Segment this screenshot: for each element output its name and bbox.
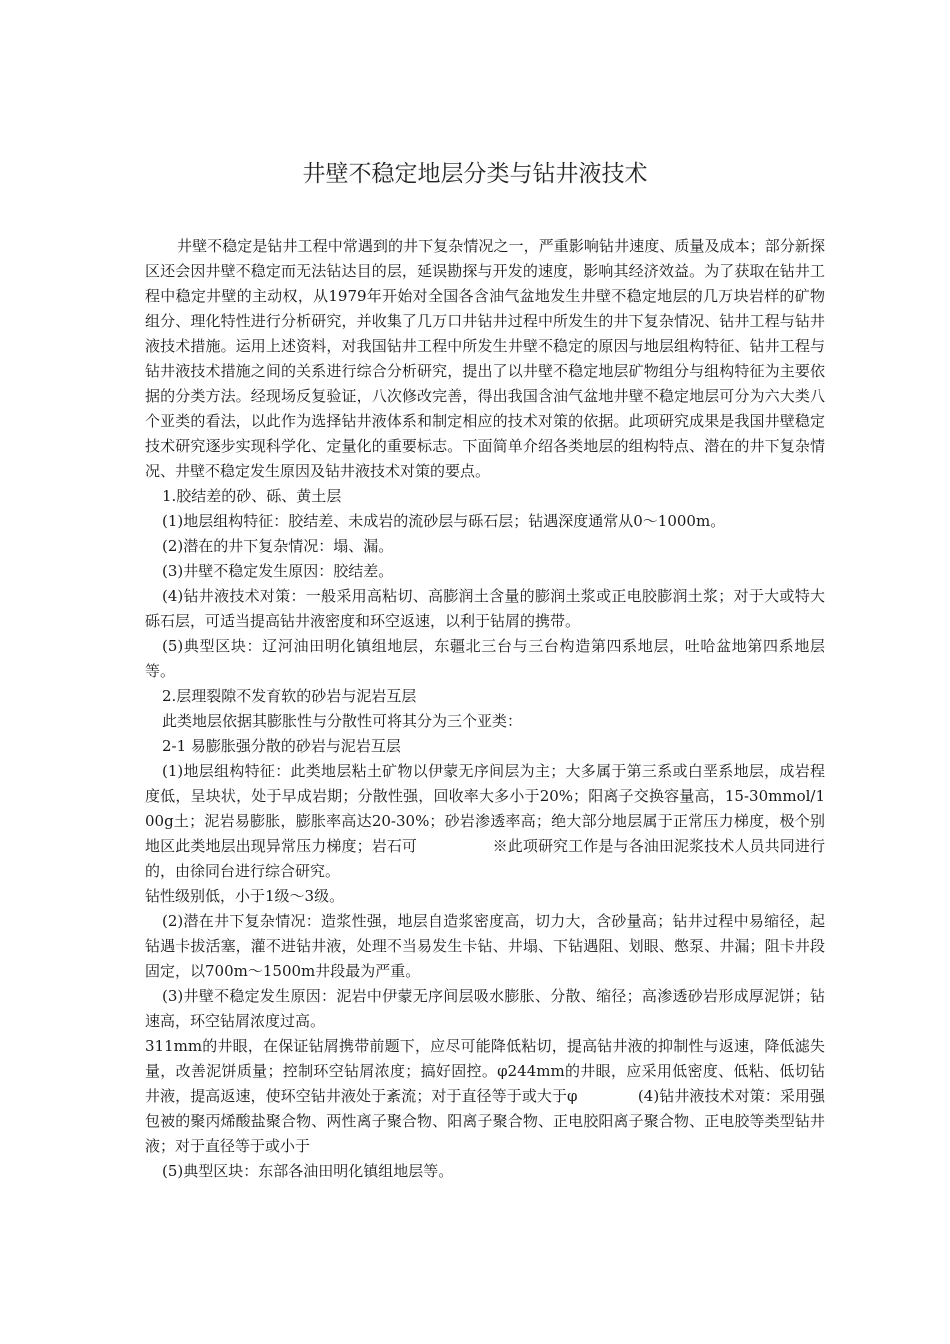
paragraph: 钻性级别低，小于1级～3级。 bbox=[145, 887, 345, 905]
intro-paragraph: 井壁不稳定是钻井工程中常遇到的井下复杂情况之一，严重影响钻井速度、质量及成本；部分新探区还会因井壁不稳定而无法钻达目的层，延误勘探与开发的速度，影响其经济效益。为了获取在钻井工程中稳定井壁的主动权，从1979年开始对全国各含油气盆地发生井壁不稳定地层的几万块岩样的矿物组分、理化特性进行分析研究，并收集了几万口井钻井过程中所发生的井下复杂情况、钻井工程与钻井液技术措施。运用上述资料，对我国钻井工程中所发生井壁不稳定的原因与地层组构特征、钻井工程与钻井液技术措施之间的关系进行综合分析研究，提出了以井壁不稳定地层矿物组分与组构特征为主要依据的分类方法。经现场反复验证，八次修改完善，得出我国含油气盆地井壁不稳定地层可分为六大类八个亚类的看法，以此作为选择钻井液体系和制定相应的技术对策的依据。此项研究成果是我国井壁稳定技术研究逐步实现科学化、定量化的重要标志。下面简单介绍各类地层的组构特点、潜在的井下复杂情况、井壁不稳定发生原因及钻井液技术对策的要点。 bbox=[145, 237, 825, 480]
document-title: 井壁不稳定地层分类与钻井液技术 bbox=[302, 161, 648, 187]
paragraph: (4)钻井液技术对策：一般采用高粘切、高膨润土含量的膨润土浆或正电胶膨润土浆；对于大或特大砾石层，可适当提高钻井液密度和环空返速，以利于钻屑的携带。 bbox=[145, 587, 825, 630]
paragraph: (5)典型区块：东部各油田明化镇组地层等。 bbox=[162, 1162, 454, 1180]
paragraph: (1)地层组构特征：此类地层粘土矿物以伊蒙无序间层为主；大多属于第三系或白垩系地层，成岩程度低，呈块状，处于早成岩期；分散性强，回收率大多小于20%；阳离子交换容量高，15-30mmol/100g土；泥岩易膨胀，膨胀率高达20-30%；砂岩渗透率高；绝大部分地层属于正常压力梯度，极个别地区此类地层出现异常压力梯度；岩石可 ※此项研究工作是与各油田泥浆技术人员共同进行的，由徐同台进行综合研究。 bbox=[145, 762, 825, 880]
paragraph: (1)地层组构特征：胶结差、未成岩的流砂层与砾石层；钻遇深度通常从0～1000m。 bbox=[162, 512, 726, 530]
paragraph: (5)典型区块：辽河油田明化镇组地层，东疆北三台与三台构造第四系地层，吐哈盆地第四系地层等。 bbox=[145, 637, 825, 680]
paragraph: (3)井壁不稳定发生原因：泥岩中伊蒙无序间层吸水膨胀、分散、缩径；高渗透砂岩形成厚泥饼；钻速高，环空钻屑浓度过高。 bbox=[145, 987, 825, 1030]
section-heading-1: 1.胶结差的砂、砾、黄土层 bbox=[162, 487, 342, 505]
paragraph: (2)潜在的井下复杂情况：塌、漏。 bbox=[162, 537, 394, 555]
paragraph: 311mm的井眼，在保证钻屑携带前题下，应尽可能降低粘切，提高钻井液的抑制性与返速，降低滤失量，改善泥饼质量；控制环空钻屑浓度；搞好固控。φ244mm的井眼，应采用低密度、低粘、低切钻井液，提高返速，使环空钻井液处于紊流；对于直径等于或大于φ (4)钻井液技术对策：采用强包被的聚丙烯酸盐聚合物、两性离子聚合物、阳离子聚合物、正电胶阳离子聚合物、正电胶等类型钻井液；对于直径等于或小于 bbox=[145, 1037, 825, 1155]
paragraph: 此类地层依据其膨胀性与分散性可将其分为三个亚类： bbox=[162, 712, 523, 730]
subsection-heading-2-1: 2-1 易膨胀强分散的砂岩与泥岩互层 bbox=[162, 737, 401, 755]
paragraph: (2)潜在井下复杂情况：造浆性强，地层自造浆密度高，切力大，含砂量高；钻井过程中易缩径，起钻遇卡拔活塞，灌不进钻井液，处理不当易发生卡钻、井塌、下钻遇阻、划眼、憋泵、井漏；阻卡井段固定，以700m～1500m井段最为严重。 bbox=[145, 912, 825, 980]
paragraph: (3)井壁不稳定发生原因：胶结差。 bbox=[162, 562, 394, 580]
document-body bbox=[145, 234, 825, 1184]
section-heading-2: 2.层理裂隙不发育软的砂岩与泥岩互层 bbox=[162, 687, 417, 705]
